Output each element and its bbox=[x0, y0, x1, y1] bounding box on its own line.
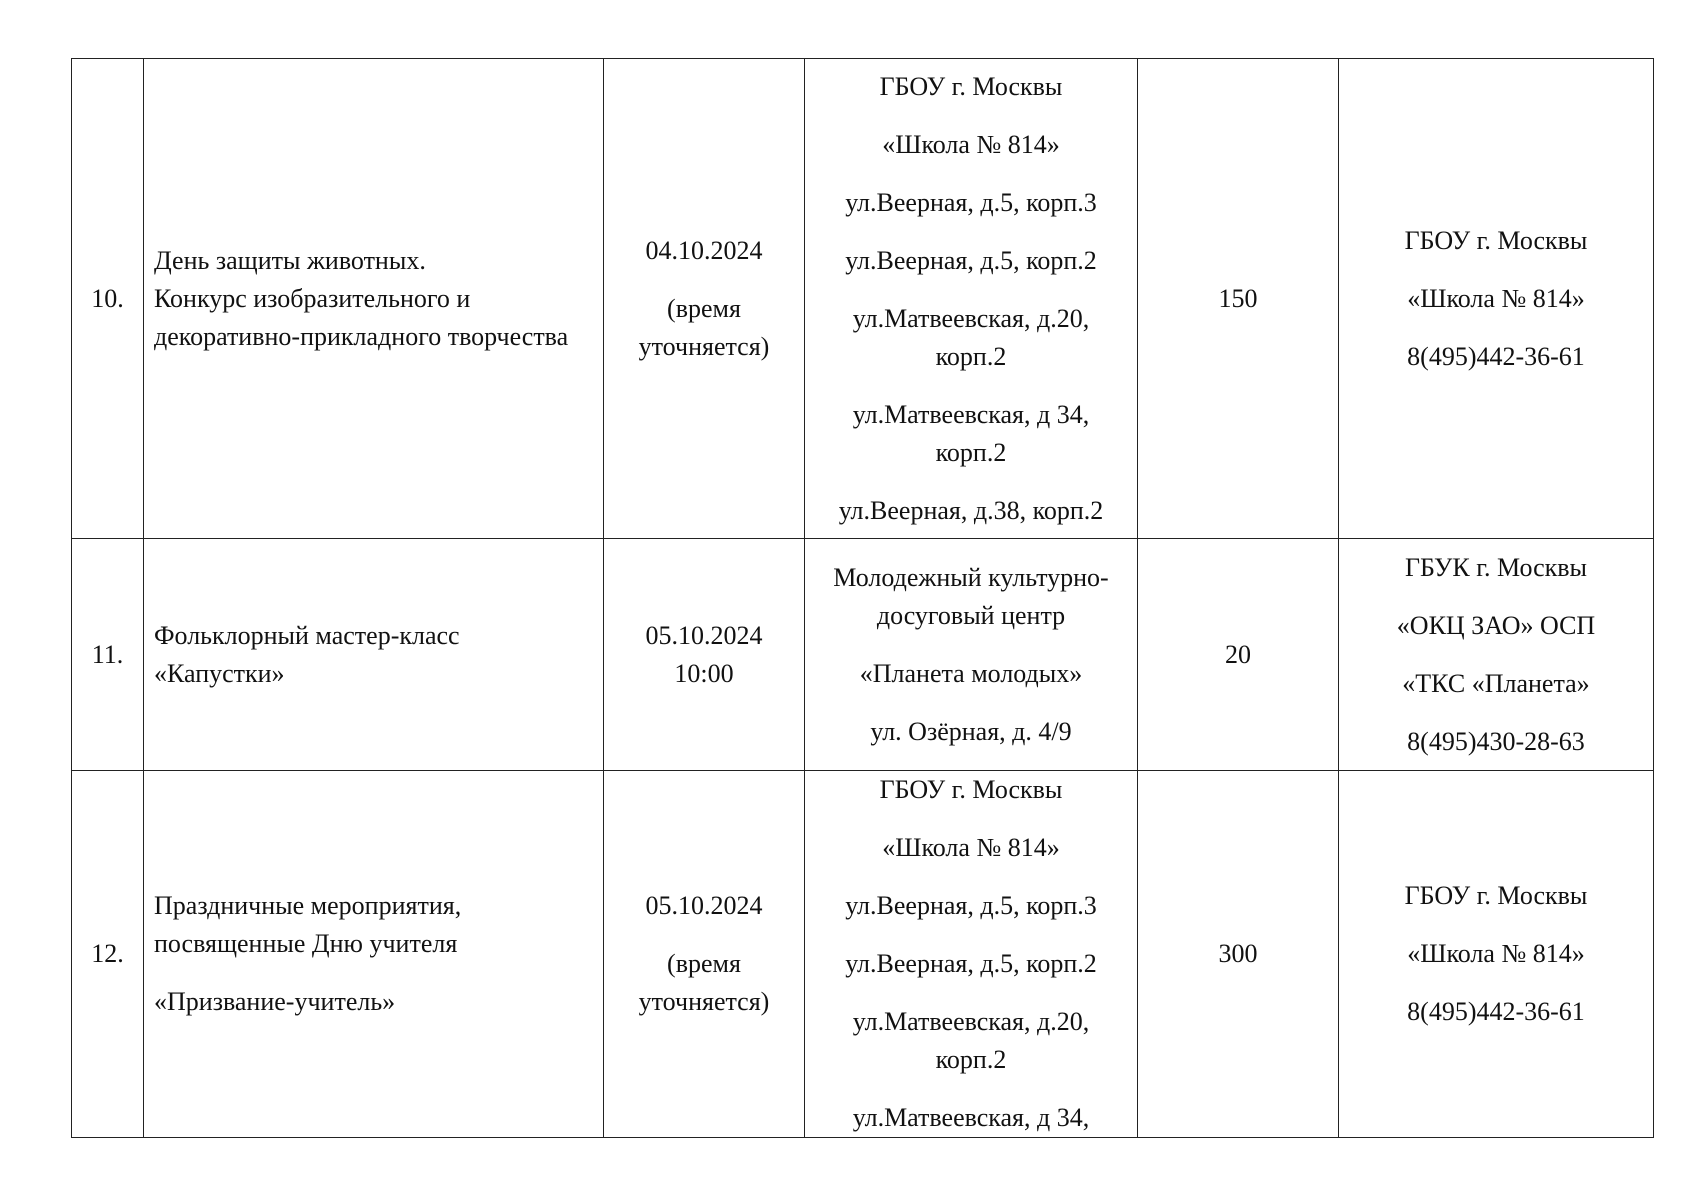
place-line: ул.Веерная, д.5, корп.2 bbox=[845, 245, 1097, 275]
organizer-line: «ОКЦ ЗАО» ОСП bbox=[1396, 610, 1596, 640]
place-line: ул.Матвеевская, д.20, корп.2 bbox=[852, 1007, 1090, 1074]
place-line: ул.Веерная, д.5, корп.3 bbox=[845, 187, 1097, 217]
event-name bbox=[144, 771, 604, 1138]
organizer-line: ГБОУ г. Москвы bbox=[1404, 881, 1588, 910]
organizer-phone: 8(495)430-28-63 bbox=[1407, 726, 1585, 756]
event-date bbox=[604, 539, 805, 771]
organizer-phone: 8(495)442-36-61 bbox=[1407, 997, 1585, 1026]
organizer-line: «ТКС «Планета» bbox=[1402, 668, 1590, 698]
place-line: Молодежный культурно-досуговый центр bbox=[833, 562, 1109, 630]
event-date-value: 04.10.2024 bbox=[645, 235, 763, 265]
organizer bbox=[1339, 59, 1654, 539]
event-name-line: Праздничные мероприятия, посвященные Дню учителя bbox=[154, 891, 462, 958]
event-time-note: (время уточняется) bbox=[638, 293, 770, 361]
organizer-line: ГБОУ г. Москвы bbox=[1404, 225, 1588, 255]
row-number: 12. bbox=[72, 771, 144, 1138]
place-line: «Школа № 814» bbox=[882, 833, 1060, 862]
event-time-note: (время уточняется) bbox=[638, 949, 770, 1016]
place-line: ул.Матвеевская, д.20, корп.2 bbox=[852, 303, 1090, 371]
event-name-line: «Призвание-учитель» bbox=[154, 987, 396, 1016]
event-place bbox=[805, 539, 1138, 771]
participant-count: 150 bbox=[1138, 59, 1339, 539]
place-line: «Планета молодых» bbox=[859, 658, 1083, 688]
organizer-line: «Школа № 814» bbox=[1407, 939, 1585, 968]
place-line: ул. Озёрная, д. 4/9 bbox=[870, 716, 1072, 746]
place-line: ГБОУ г. Москвы bbox=[879, 71, 1063, 101]
table-row bbox=[72, 539, 1654, 771]
place-line: ул.Веерная, д.5, корп.2 bbox=[845, 949, 1097, 978]
row-number: 10. bbox=[72, 59, 144, 539]
organizer-line: ГБУК г. Москвы bbox=[1404, 552, 1588, 582]
events-table bbox=[71, 58, 1654, 1138]
event-name bbox=[144, 59, 604, 539]
participant-count: 300 bbox=[1138, 771, 1339, 1138]
row-number: 11. bbox=[72, 539, 144, 771]
place-line: ГБОУ г. Москвы bbox=[879, 775, 1063, 804]
place-line: ул.Матвеевская, д 34, корп.2 bbox=[852, 399, 1090, 467]
event-name-line: День защиты животных. bbox=[154, 245, 426, 275]
organizer bbox=[1339, 539, 1654, 771]
place-line: ул.Веерная, д.5, корп.3 bbox=[845, 891, 1097, 920]
event-name bbox=[144, 539, 604, 771]
event-date-value: 05.10.2024 10:00 bbox=[645, 620, 763, 688]
participant-count: 20 bbox=[1138, 539, 1339, 771]
table-row bbox=[72, 771, 1654, 1138]
event-name-line: Конкурс изобразительного и декоративно-прикладного творчества bbox=[154, 283, 569, 351]
event-date-value: 05.10.2024 bbox=[645, 891, 763, 920]
event-date bbox=[604, 59, 805, 539]
organizer-line: «Школа № 814» bbox=[1407, 283, 1585, 313]
organizer-phone: 8(495)442-36-61 bbox=[1407, 341, 1585, 371]
event-date bbox=[604, 771, 805, 1138]
event-place bbox=[805, 59, 1138, 539]
event-name-line: Фольклорный мастер-класс «Капустки» bbox=[154, 620, 460, 688]
place-line: ул.Веерная, д.38, корп.2 bbox=[838, 495, 1104, 525]
organizer bbox=[1339, 771, 1654, 1138]
place-line: ул.Матвеевская, д 34, bbox=[852, 1103, 1090, 1132]
event-place bbox=[805, 771, 1138, 1138]
place-line: «Школа № 814» bbox=[882, 129, 1060, 159]
table-row bbox=[72, 59, 1654, 539]
